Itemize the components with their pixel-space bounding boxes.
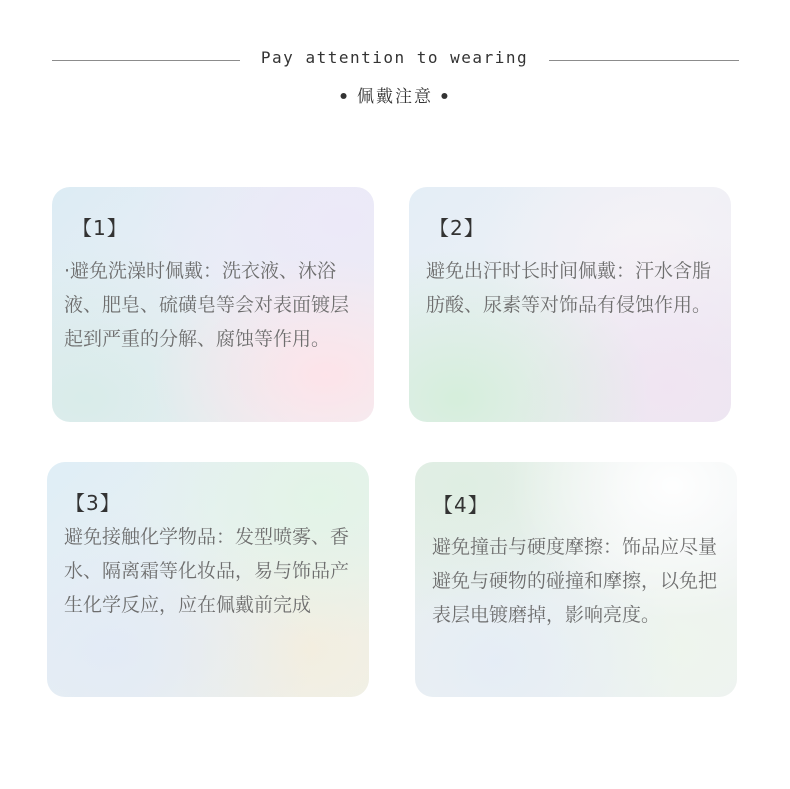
card-text: 避免接触化学物品：发型喷雾、香水、隔离霜等化妆品，易与饰品产生化学反应，应在佩戴前完成: [64, 526, 350, 616]
header-divider-right: [549, 60, 739, 61]
header-subtitle-row: [0, 82, 790, 107]
header-title: Pay attention to wearing: [260, 48, 529, 67]
card-number: 【2】: [429, 216, 485, 240]
bullet-dot-right: •: [439, 87, 452, 107]
bullet-dot-left: •: [338, 87, 351, 107]
card-text: 避免出汗时长时间佩戴：汗水含脂肪酸、尿素等对饰品有侵蚀作用。: [426, 260, 712, 316]
section-header: [0, 44, 790, 114]
header-subtitle: 佩戴注意: [357, 87, 433, 107]
card-number: 【4】: [433, 493, 489, 517]
care-tip-card-3: [47, 462, 369, 697]
care-tip-card-2: [409, 187, 731, 422]
card-number: 【3】: [65, 491, 121, 515]
card-text: ·避免洗澡时佩戴：洗衣液、沐浴液、肥皂、硫磺皂等会对表面镀层起到严重的分解、腐蚀等作用。: [64, 260, 350, 350]
care-tip-card-4: [415, 462, 737, 697]
care-tip-card-1: [52, 187, 374, 422]
card-number: 【1】: [72, 216, 128, 240]
header-divider-left: [52, 60, 240, 61]
card-text: 避免撞击与硬度摩擦：饰品应尽量避免与硬物的碰撞和摩擦，以免把表层电镀磨掉，影响亮度。: [432, 536, 718, 626]
